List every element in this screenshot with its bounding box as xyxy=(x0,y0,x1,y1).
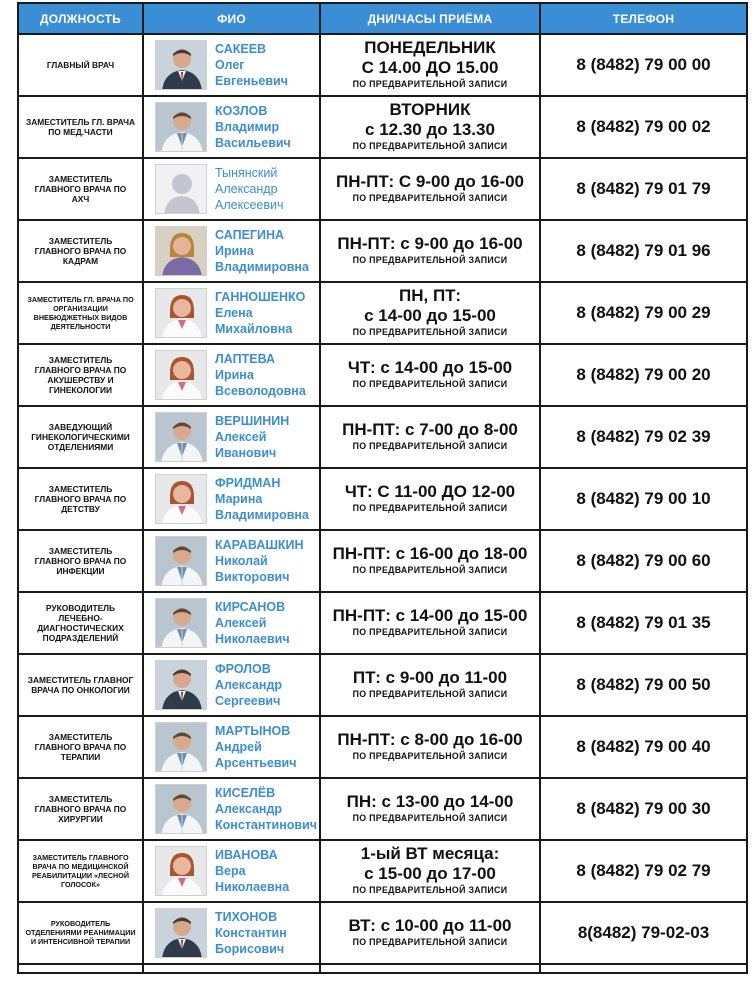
patronymic: Николаевич xyxy=(215,631,290,646)
given-name: Александр xyxy=(215,801,283,816)
person-cell xyxy=(143,158,320,220)
spacer-cell xyxy=(143,964,320,973)
person-cell xyxy=(143,406,320,468)
portrait-man-suit-photo xyxy=(155,908,207,958)
hours-line-1: ПН: с 13-00 до 14-00 xyxy=(346,792,514,812)
given-name: Марина xyxy=(215,491,263,506)
hours-line-1: ПОНЕДЕЛЬНИК xyxy=(364,38,496,58)
hours-cell xyxy=(320,96,540,158)
given-name: Алексей xyxy=(215,615,267,630)
hours-line-1: ПН, ПТ: xyxy=(399,286,461,306)
surname: САПЕГИНА xyxy=(215,227,285,242)
person-cell xyxy=(143,592,320,654)
person-cell xyxy=(143,902,320,964)
hours-line-2: с 15-00 до 17-00 xyxy=(364,864,496,884)
hours-cell xyxy=(320,840,540,902)
header-row xyxy=(18,3,747,34)
appointment-note: ПО ПРЕДВАРИТЕЛЬНОЙ ЗАПИСИ xyxy=(352,813,508,824)
portrait-man-white-coat-photo xyxy=(155,412,207,462)
person-name xyxy=(215,351,306,399)
spacer-cell xyxy=(18,964,143,973)
person-name xyxy=(215,227,309,275)
person-cell xyxy=(143,840,320,902)
portrait-woman-photo xyxy=(155,226,207,276)
hours-line-1: ПН-ПТ: с 9-00 до 16-00 xyxy=(337,234,523,254)
appointment-note: ПО ПРЕДВАРИТЕЛЬНОЙ ЗАПИСИ xyxy=(352,565,508,576)
appointment-note: ПО ПРЕДВАРИТЕЛЬНОЙ ЗАПИСИ xyxy=(352,141,508,152)
hours-line-1: ВТ: с 10-00 до 11-00 xyxy=(348,916,512,936)
surname: КИРСАНОВ xyxy=(215,599,286,614)
surname: ГАННОШЕНКО xyxy=(215,289,306,304)
hours-line-1: ПН-ПТ: с 14-00 до 15-00 xyxy=(332,606,528,626)
appointment-note: ПО ПРЕДВАРИТЕЛЬНОЙ ЗАПИСИ xyxy=(352,937,508,948)
patronymic: Владимировна xyxy=(215,259,309,274)
portrait-man-white-coat-photo xyxy=(155,536,207,586)
position-cell: ЗАМЕСТИТЕЛЬ ГЛАВНОГО ВРАЧА ПО ХИРУРГИИ xyxy=(18,778,143,840)
surname: ВЕРШИНИН xyxy=(215,413,290,428)
person-name xyxy=(215,909,287,957)
spacer-cell xyxy=(320,964,540,973)
given-name: Александр xyxy=(215,677,283,692)
header-position: ДОЛЖНОСТЬ xyxy=(18,3,143,34)
schedule-table xyxy=(17,2,748,974)
given-name: Вера xyxy=(215,863,246,878)
patronymic: Борисович xyxy=(215,941,285,956)
position-cell: ЗАМЕСТИТЕЛЬ ГЛАВНОГО ВРАЧА ПО ИНФЕКЦИИ xyxy=(18,530,143,592)
surname: ТИХОНОВ xyxy=(215,909,278,924)
position-cell: ЗАМЕСТИТЕЛЬ ГЛАВНОГО ВРАЧА ПО ДЕТСТВУ xyxy=(18,468,143,530)
hours-line-2: с 12.30 до 13.30 xyxy=(365,120,495,140)
hours-cell xyxy=(320,282,540,344)
person-name xyxy=(215,165,283,213)
table-row xyxy=(18,654,747,716)
table-row xyxy=(18,530,747,592)
appointment-note: ПО ПРЕДВАРИТЕЛЬНОЙ ЗАПИСИ xyxy=(352,441,508,452)
person-name xyxy=(215,723,297,771)
hours-cell xyxy=(320,344,540,406)
position-cell: ЗАМЕСТИТЕЛЬ ГЛ. ВРАЧА ПО МЕД.ЧАСТИ xyxy=(18,96,143,158)
appointment-note: ПО ПРЕДВАРИТЕЛЬНОЙ ЗАПИСИ xyxy=(352,503,508,514)
hours-line-2: с 14-00 до 15-00 xyxy=(364,306,496,326)
hours-cell xyxy=(320,530,540,592)
hours-line-1: ПН-ПТ: С 9-00 до 16-00 xyxy=(335,172,525,192)
hours-cell xyxy=(320,406,540,468)
table-row xyxy=(18,96,747,158)
table-row xyxy=(18,344,747,406)
person-name xyxy=(215,599,290,647)
person-name xyxy=(215,413,289,461)
person-cell xyxy=(143,716,320,778)
given-name: Владимир xyxy=(215,119,280,134)
header-hours: ДНИ/ЧАСЫ ПРИЁМА xyxy=(320,3,540,34)
portrait-woman-white-coat-photo xyxy=(155,288,207,338)
patronymic: Константинович xyxy=(215,817,318,832)
phone-cell: 8 (8482) 79 02 39 xyxy=(540,406,747,468)
appointment-note: ПО ПРЕДВАРИТЕЛЬНОЙ ЗАПИСИ xyxy=(352,255,508,266)
surname: ЛАПТЕВА xyxy=(215,351,276,366)
surname: КИСЕЛЁВ xyxy=(215,785,276,800)
position-cell: ЗАМЕСТИТЕЛЬ ГЛ. ВРАЧА ПО ОРГАНИЗАЦИИ ВНЕБЮДЖЕТНЫХ ВИДОВ ДЕЯТЕЛЬНОСТИ xyxy=(18,282,143,344)
person-name xyxy=(215,41,288,89)
position-cell: ЗАМЕСТИТЕЛЬ ГЛАВНОГО ВРАЧА ПО МЕДИЦИНСКОЙ РЕАБИЛИТАЦИИ «ЛЕСНОЙ ГОЛОСОК» xyxy=(18,840,143,902)
portrait-man-suit-photo xyxy=(155,40,207,90)
appointment-note: ПО ПРЕДВАРИТЕЛЬНОЙ ЗАПИСИ xyxy=(352,327,508,338)
position-cell: ЗАМЕСТИТЕЛЬ ГЛАВНОГО ВРАЧА ПО КАДРАМ xyxy=(18,220,143,282)
portrait-man-white-coat-photo xyxy=(155,102,207,152)
position-cell: ЗАМЕСТИТЕЛЬ ГЛАВНОГО ВРАЧА ПО ТЕРАПИИ xyxy=(18,716,143,778)
portrait-man-white-coat-photo xyxy=(155,598,207,648)
position-cell: РУКОВОДИТЕЛЬ ОТДЕЛЕНИЯМИ РЕАНИМАЦИИ И ИНТЕНСИВНОЙ ТЕРАПИИ xyxy=(18,902,143,964)
given-name: Алексей xyxy=(215,429,267,444)
appointment-note: ПО ПРЕДВАРИТЕЛЬНОЙ ЗАПИСИ xyxy=(352,885,508,896)
hours-line-1: ВТОРНИК xyxy=(389,100,471,120)
given-name: Александр xyxy=(215,181,278,196)
surname: ИВАНОВА xyxy=(215,847,278,862)
appointment-note: ПО ПРЕДВАРИТЕЛЬНОЙ ЗАПИСИ xyxy=(352,193,508,204)
person-cell xyxy=(143,530,320,592)
given-name: Ирина xyxy=(215,243,254,258)
hours-line-1: ПН-ПТ: с 7-00 до 8-00 xyxy=(342,420,518,440)
surname: Тынянский xyxy=(215,165,278,180)
person-name xyxy=(215,661,282,709)
patronymic: Иванович xyxy=(215,445,277,460)
table-row xyxy=(18,592,747,654)
phone-cell: 8 (8482) 79 01 79 xyxy=(540,158,747,220)
appointment-note: ПО ПРЕДВАРИТЕЛЬНОЙ ЗАПИСИ xyxy=(352,79,508,90)
phone-cell: 8 (8482) 79 00 20 xyxy=(540,344,747,406)
position-cell: ЗАМЕСТИТЕЛЬ ГЛАВНОГО ВРАЧА ПО АКУШЕРСТВУ И ГИНЕКОЛОГИИ xyxy=(18,344,143,406)
phone-cell: 8 (8482) 79 00 60 xyxy=(540,530,747,592)
person-cell xyxy=(143,34,320,96)
surname: КОЗЛОВ xyxy=(215,103,268,118)
phone-cell: 8 (8482) 79 00 40 xyxy=(540,716,747,778)
hours-cell xyxy=(320,654,540,716)
person-cell xyxy=(143,778,320,840)
appointment-note: ПО ПРЕДВАРИТЕЛЬНОЙ ЗАПИСИ xyxy=(352,751,508,762)
portrait-woman-white-coat-photo xyxy=(155,474,207,524)
header-name: ФИО xyxy=(143,3,320,34)
appointment-note: ПО ПРЕДВАРИТЕЛЬНОЙ ЗАПИСИ xyxy=(352,689,508,700)
person-cell xyxy=(143,220,320,282)
appointment-note: ПО ПРЕДВАРИТЕЛЬНОЙ ЗАПИСИ xyxy=(352,379,508,390)
given-name: Константин xyxy=(215,925,287,940)
position-cell: ГЛАВНЫЙ ВРАЧ xyxy=(18,34,143,96)
table-bottom-spacer xyxy=(18,964,747,973)
hours-cell xyxy=(320,716,540,778)
person-cell xyxy=(143,344,320,406)
person-name xyxy=(215,847,289,895)
person-name xyxy=(215,103,291,151)
avatar-placeholder-photo xyxy=(155,164,207,214)
header-phone: ТЕЛЕФОН xyxy=(540,3,747,34)
hours-cell xyxy=(320,468,540,530)
person-cell xyxy=(143,468,320,530)
phone-cell: 8 (8482) 79 00 00 xyxy=(540,34,747,96)
given-name: Ирина xyxy=(215,367,254,382)
patronymic: Николаевна xyxy=(215,879,290,894)
position-cell: ЗАМЕСТИТЕЛЬ ГЛАВНОГО ВРАЧА ПО АХЧ xyxy=(18,158,143,220)
patronymic: Евгеньевич xyxy=(215,73,288,88)
hours-cell xyxy=(320,34,540,96)
patronymic: Арсентьевич xyxy=(215,755,297,770)
person-cell xyxy=(143,654,320,716)
portrait-man-suit-photo xyxy=(155,660,207,710)
phone-cell: 8 (8482) 79 01 35 xyxy=(540,592,747,654)
patronymic: Алексеевич xyxy=(215,197,284,212)
appointment-note: ПО ПРЕДВАРИТЕЛЬНОЙ ЗАПИСИ xyxy=(352,627,508,638)
given-name: Елена xyxy=(215,305,253,320)
phone-cell: 8 (8482) 79 00 10 xyxy=(540,468,747,530)
given-name: Николай xyxy=(215,553,268,568)
table-row xyxy=(18,406,747,468)
table-row xyxy=(18,468,747,530)
patronymic: Викторович xyxy=(215,569,290,584)
phone-cell: 8 (8482) 79 00 50 xyxy=(540,654,747,716)
table-row xyxy=(18,778,747,840)
person-name xyxy=(215,289,305,337)
portrait-man-white-coat-photo xyxy=(155,784,207,834)
table-row xyxy=(18,282,747,344)
hours-line-1: ПН-ПТ: с 16-00 до 18-00 xyxy=(332,544,528,564)
hours-line-2: С 14.00 ДО 15.00 xyxy=(361,58,499,78)
table-row xyxy=(18,34,747,96)
phone-cell: 8 (8482) 79 00 02 xyxy=(540,96,747,158)
surname: ФРИДМАН xyxy=(215,475,281,490)
hours-cell xyxy=(320,592,540,654)
hours-line-1: ПТ: с 9-00 до 11-00 xyxy=(352,668,508,688)
position-cell: ЗАВЕДУЮЩИЙ ГИНЕКОЛОГИЧЕСКИМИ ОТДЕЛЕНИЯМИ xyxy=(18,406,143,468)
person-cell xyxy=(143,282,320,344)
person-name xyxy=(215,475,309,523)
hours-cell xyxy=(320,778,540,840)
hours-line-1: ЧТ: С 11-00 ДО 12-00 xyxy=(344,482,516,502)
surname: МАРТЫНОВ xyxy=(215,723,291,738)
hours-line-1: 1-ый ВТ месяца: xyxy=(360,844,500,864)
phone-cell: 8 (8482) 79 02 79 xyxy=(540,840,747,902)
hours-cell xyxy=(320,158,540,220)
given-name: Олег xyxy=(215,57,245,72)
phone-cell: 8 (8482) 79 01 96 xyxy=(540,220,747,282)
table-row xyxy=(18,716,747,778)
surname: ФРОЛОВ xyxy=(215,661,271,676)
phone-cell: 8 (8482) 79 00 30 xyxy=(540,778,747,840)
patronymic: Владимировна xyxy=(215,507,309,522)
position-cell: РУКОВОДИТЕЛЬ ЛЕЧЕБНО-ДИАГНОСТИЧЕСКИХ ПОДРАЗДЕЛЕНИЙ xyxy=(18,592,143,654)
table-row xyxy=(18,220,747,282)
person-cell xyxy=(143,96,320,158)
given-name: Андрей xyxy=(215,739,262,754)
table-row xyxy=(18,158,747,220)
hours-line-1: ЧТ: с 14-00 до 15-00 xyxy=(347,358,513,378)
portrait-man-white-coat-photo xyxy=(155,722,207,772)
surname: САКЕЕВ xyxy=(215,41,267,56)
patronymic: Сергеевич xyxy=(215,693,281,708)
hours-cell xyxy=(320,902,540,964)
portrait-woman-white-coat-photo xyxy=(155,846,207,896)
surname: КАРАВАШКИН xyxy=(215,537,304,552)
phone-cell: 8(8482) 79-02-03 xyxy=(540,902,747,964)
person-name xyxy=(215,785,317,833)
portrait-woman-white-coat-photo xyxy=(155,350,207,400)
person-name xyxy=(215,537,304,585)
table-row xyxy=(18,840,747,902)
phone-cell: 8 (8482) 79 00 29 xyxy=(540,282,747,344)
patronymic: Всеволодовна xyxy=(215,383,306,398)
hours-cell xyxy=(320,220,540,282)
patronymic: Васильевич xyxy=(215,135,291,150)
hours-line-1: ПН-ПТ: с 8-00 до 16-00 xyxy=(337,730,523,750)
patronymic: Михайловна xyxy=(215,321,293,336)
table-row xyxy=(18,902,747,964)
position-cell: ЗАМЕСТИТЕЛЬ ГЛАВНОГ ВРАЧА ПО ОНКОЛОГИИ xyxy=(18,654,143,716)
spacer-cell xyxy=(540,964,747,973)
